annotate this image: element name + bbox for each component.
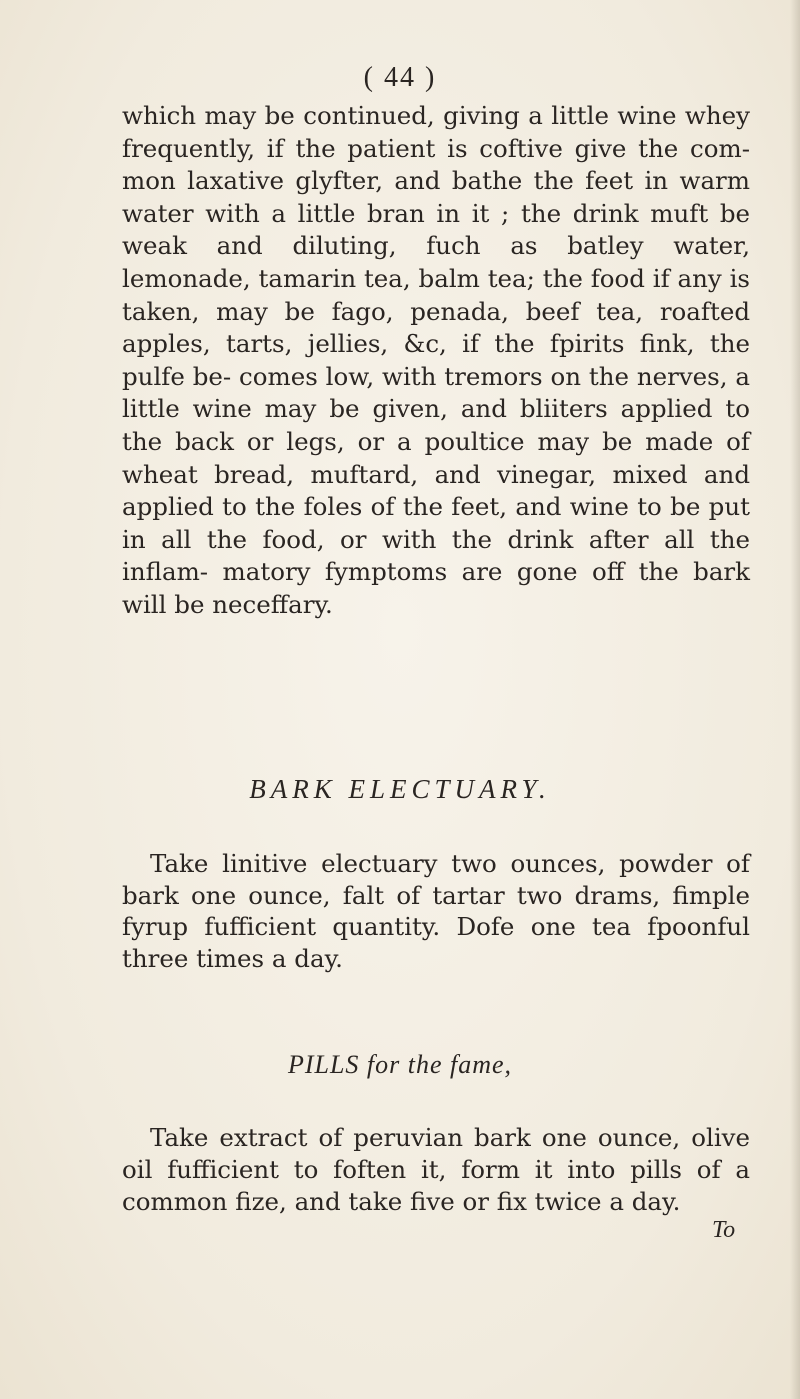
catchword: To [712, 1217, 736, 1243]
page-number-header: ( 44 ) [363, 62, 437, 93]
page-edge-shadow [790, 0, 800, 1399]
paragraph-pills-recipe: Take extract of peruvian bark one ounce, olive oil fufficient to foften it, form it into pills of a common fize, and take five or fix twice a day. [122, 1123, 750, 1216]
paragraph-electuary-recipe: Take linitive electuary two ounces, powder of bark one ounce, falt of tartar two drams, fimple fyrup fufficient quantity. Dofe one tea fpoonful three times a day. [122, 849, 750, 973]
heading-bark-electuary: BARK ELECTUARY. [249, 774, 551, 804]
heading-pills: PILLS for the fame, [287, 1050, 513, 1079]
paragraph-treatment: which may be continued, giving a little wine whey frequently, if the patient is coftive give the com- mon laxative glyfter, and bathe the feet in warm water with a little bran in it ; the drink muft be weak and diluting, fuch as batley water, lemonade, tamarin tea, balm tea; the food if any is taken, may be fago, penada, beef tea, roafted apples, tarts, jellies, &c, if the fpirits fink, the pulfe be- comes low, with tremors on the nerves, a little wine may be given, and bliiters applied to the back or legs, or a poultice may be made of wheat bread, muftard, and vinegar, mixed and applied to the foles of the feet, and wine to be put in all the food, or with the drink after all the inflam- matory fymptoms are gone off the bark will be neceffary. [122, 101, 750, 619]
